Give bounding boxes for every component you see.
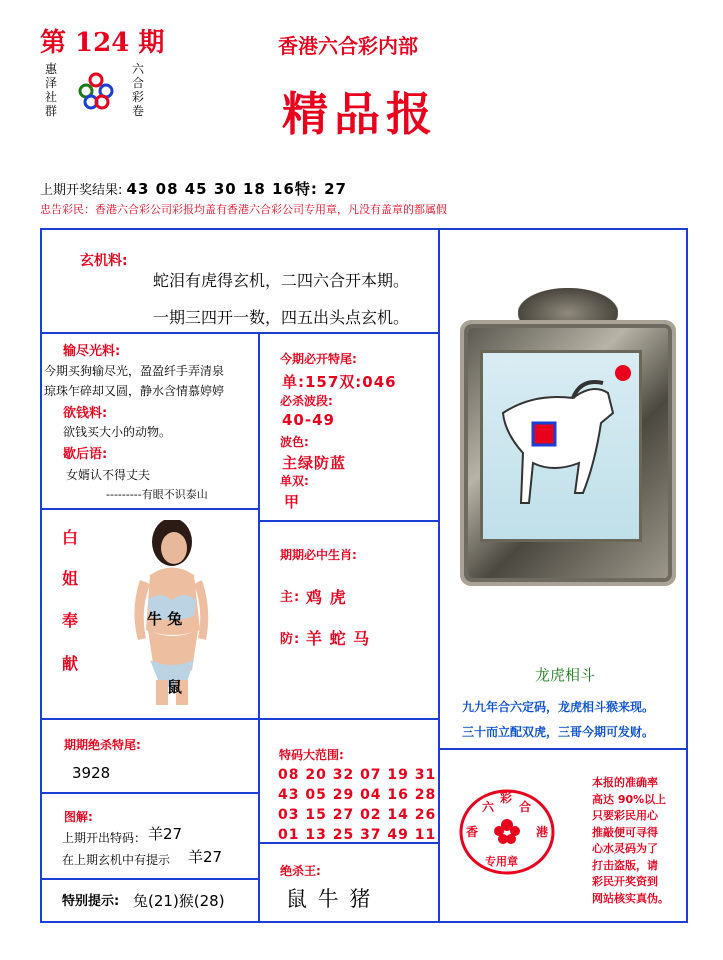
divider <box>258 520 438 522</box>
seal-notice-line: 高达 90%以上 <box>592 792 667 806</box>
seal-notice-line: 心水灵码为了 <box>592 842 658 855</box>
shengxiao-fang-label: 防: <box>280 632 301 647</box>
tema-tail-value: 单:157双:046 <box>282 373 397 391</box>
danshuang-label: 单双: <box>280 474 309 488</box>
tujie-line-2-label: 在上期玄机中有提示 <box>62 853 171 867</box>
baijie-char: 白 <box>62 528 79 547</box>
xiehouyu-line-2: ---------有眼不识泰山 <box>106 488 208 501</box>
divider <box>42 792 258 794</box>
xiehouyu-line-1: 女婿认不得丈夫 <box>66 468 151 482</box>
seal-notice-line: 本报的准确率 <box>592 776 658 789</box>
tema-tail-label: 今期必开特尾: <box>280 352 357 366</box>
results-numbers: 43 08 45 30 18 16特: 27 <box>126 180 347 198</box>
special-value: 兔(21)猴(28) <box>133 892 225 910</box>
vertical-char: 群 <box>44 104 57 118</box>
yuqian-label: 欲钱料: <box>63 406 108 421</box>
seal-notice-line: 打击盗版，请 <box>592 858 658 872</box>
divider <box>438 230 440 750</box>
vertical-char: 卷 <box>131 104 144 118</box>
divider <box>42 508 258 510</box>
mirror-line-1: 九九年合六定码，龙虎相斗猴来现。 <box>462 700 655 714</box>
jueshawei-label: 期期绝杀特尾: <box>64 738 141 752</box>
bosha-value: 40-49 <box>282 411 335 429</box>
photo-text-top: 牛 兔 <box>147 610 183 628</box>
painting-canvas <box>480 350 642 542</box>
seal-notice-line: 网站核实真伪。 <box>592 891 669 905</box>
seal-label: 专用章 <box>485 855 518 868</box>
jueshawang-label: 绝杀王: <box>280 864 321 878</box>
vertical-char: 社 <box>44 90 57 104</box>
xuanji-label: 玄机料: <box>80 253 128 269</box>
divider <box>438 750 440 921</box>
seal-char: 六 <box>482 800 495 814</box>
last-results <box>40 178 347 199</box>
divider <box>42 718 438 720</box>
danshuang-value: 甲 <box>284 493 301 511</box>
shujin-label: 输尽光料: <box>63 344 121 359</box>
seal-notice <box>592 775 684 907</box>
shengxiao-main: 鸡 虎 <box>306 588 347 607</box>
special-label: 特别提示: <box>62 894 120 909</box>
seal-notice-line: 推敲便可寻得 <box>592 825 658 839</box>
vertical-char: 彩 <box>131 90 144 104</box>
vertical-char: 泽 <box>44 76 57 90</box>
tujie-line-2-value: 羊27 <box>188 848 223 866</box>
right-vertical-text <box>131 62 145 118</box>
jueshawei-value: 3928 <box>72 764 111 782</box>
bosha-label: 必杀波段: <box>280 394 333 408</box>
divider <box>42 332 438 334</box>
seal-char: 彩 <box>500 791 513 805</box>
divider <box>438 748 688 750</box>
baijie-char: 奉 <box>62 611 79 630</box>
tema-range-row: 03 15 27 02 14 26 <box>278 807 437 823</box>
tujie-line-1-value: 羊27 <box>148 825 183 843</box>
tema-range-row: 43 05 29 04 16 28 <box>278 787 437 803</box>
left-vertical-text <box>44 62 58 118</box>
paper-title: 香港六合彩内部 <box>278 34 418 58</box>
xuanji-line-2: 一期三四开一数，四五出头点玄机。 <box>153 308 410 327</box>
horse-painting-icon <box>483 353 639 539</box>
mirror-line-2: 三十而立配双虎，三哥今期可发财。 <box>462 725 655 739</box>
seal-char: 合 <box>519 800 532 814</box>
shengxiao-label: 期期必中生肖: <box>280 548 357 562</box>
vertical-char: 六 <box>131 62 144 76</box>
xiehouyu-label: 歇后语: <box>63 447 108 462</box>
shengxiao-fang: 羊 蛇 马 <box>306 629 371 648</box>
seal-char: 港 <box>536 825 549 839</box>
shujin-line-2: 琼珠乍碎却又圆，静水含情慕婷婷 <box>44 384 225 398</box>
baijie-char: 姐 <box>62 569 79 588</box>
photo-text-bottom: 鼠 <box>167 678 183 696</box>
jueshawang-value: 鼠 牛 猪 <box>286 887 373 911</box>
results-label: 上期开奖结果: <box>40 183 123 198</box>
vertical-char: 惠 <box>44 62 57 76</box>
xuanji-line-1: 蛇泪有虎得玄机，二四六合开本期。 <box>153 271 410 290</box>
tema-range-row: 08 20 32 07 19 31 <box>278 767 437 783</box>
seal-notice-line: 只要彩民用心 <box>592 809 658 822</box>
issue-number: 第 124 期 <box>40 28 165 58</box>
vertical-char: 合 <box>131 76 144 90</box>
tujie-label: 图解: <box>64 810 93 824</box>
shujin-line-1: 今期买狗输尽光，盈盈纤手弄清泉 <box>44 364 225 378</box>
logo-icon <box>78 72 114 110</box>
seal-notice-line: 彩民开奖资到 <box>592 875 658 888</box>
tema-range-label: 特码大范围: <box>279 748 344 762</box>
yuqian-text: 欲钱买大小的动物。 <box>63 425 172 439</box>
shengxiao-main-label: 主: <box>280 590 301 605</box>
framed-painting <box>458 288 688 618</box>
baijie-char: 献 <box>62 654 79 673</box>
tema-range-table <box>278 765 436 845</box>
tujie-line-1-label: 上期开出特码： <box>62 831 147 845</box>
divider <box>258 332 260 921</box>
bose-value: 主绿防蓝 <box>282 454 347 472</box>
big-title: 精品报 <box>282 87 438 141</box>
painting-caption: 龙虎相斗 <box>535 666 596 684</box>
divider <box>42 878 258 880</box>
bose-label: 波色: <box>280 435 309 449</box>
warning-notice: 忠告彩民：香港六合彩公司彩报均盖有香港六合彩公司专用章，凡没有盖章的都属假 <box>40 203 447 216</box>
seal-char: 香 <box>466 825 479 839</box>
tema-range-row: 01 13 25 37 49 11 <box>278 827 437 843</box>
